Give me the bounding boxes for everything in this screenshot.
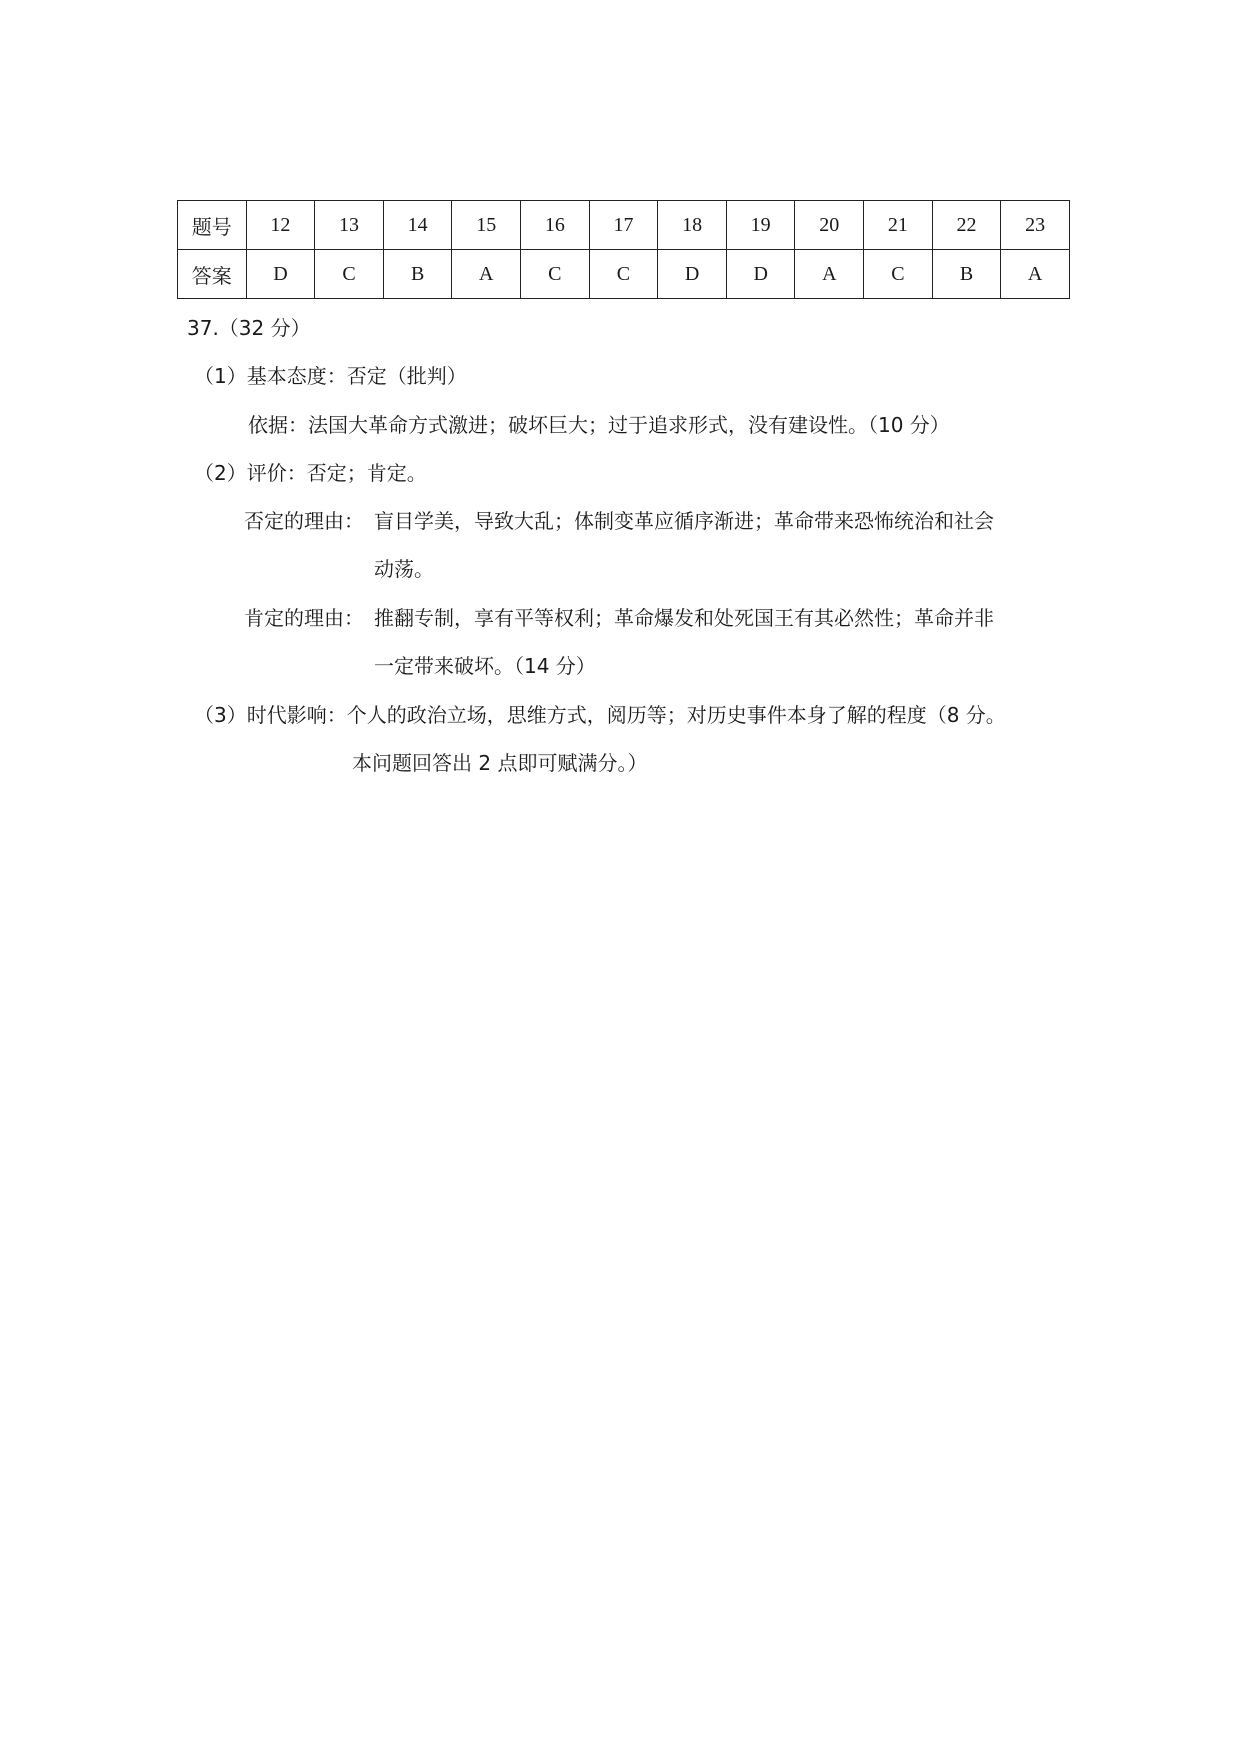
table-row-answers [178, 250, 1070, 299]
part2-positive-reasons: 推翻专制，享有平等权利；革命爆发和处死国王有其必然性；革命并非 [374, 606, 994, 630]
answer-cell: B [383, 250, 452, 299]
part3-era-influence: （3）时代影响：个人的政治立场，思维方式，阅历等；对历史事件本身了解的程度（8 分。 [194, 703, 1006, 727]
answer-cell: C [589, 250, 658, 299]
question-number-cell: 15 [452, 201, 521, 250]
question-number-cell: 17 [589, 201, 658, 250]
answer-cell: C [315, 250, 384, 299]
table-header-answer: 答案 [178, 250, 247, 299]
answer-cell: A [1001, 250, 1070, 299]
part3-era-influence-cont: 本问题回答出 2 点即可赋满分。） [352, 751, 648, 775]
table-header-number: 题号 [178, 201, 247, 250]
question-number-cell: 16 [521, 201, 590, 250]
question-number-cell: 12 [246, 201, 315, 250]
part2-positive-label: 肯定的理由： [244, 606, 364, 630]
question-number-cell: 23 [1001, 201, 1070, 250]
answer-cell: B [932, 250, 1001, 299]
question-number-cell: 18 [658, 201, 727, 250]
question-number-cell: 19 [726, 201, 795, 250]
part2-negative-reasons-cont: 动荡。 [374, 557, 434, 581]
part2-evaluation: （2）评价：否定；肯定。 [194, 461, 427, 485]
question-number-cell: 21 [864, 201, 933, 250]
answer-cell: C [521, 250, 590, 299]
question-number-cell: 14 [383, 201, 452, 250]
answer-cell: A [452, 250, 521, 299]
part1-attitude: （1）基本态度：否定（批判） [194, 364, 467, 388]
answer-table [177, 200, 1070, 299]
part1-basis: 依据：法国大革命方式激进；破坏巨大；过于追求形式，没有建设性。（10 分） [248, 413, 950, 437]
table-row-numbers [178, 201, 1070, 250]
part2-positive-reasons-cont: 一定带来破坏。（14 分） [374, 654, 596, 678]
answer-cell: D [246, 250, 315, 299]
answer-cell: D [658, 250, 727, 299]
answer-cell: C [864, 250, 933, 299]
part2-negative-reasons: 盲目学美，导致大乱；体制变革应循序渐进；革命带来恐怖统治和社会 [374, 509, 994, 533]
part2-negative-label: 否定的理由： [244, 509, 364, 533]
answer-cell: D [726, 250, 795, 299]
answer-cell: A [795, 250, 864, 299]
question-number-cell: 20 [795, 201, 864, 250]
question-number-cell: 13 [315, 201, 384, 250]
question-37-title: 37.（32 分） [187, 316, 311, 340]
question-number-cell: 22 [932, 201, 1001, 250]
